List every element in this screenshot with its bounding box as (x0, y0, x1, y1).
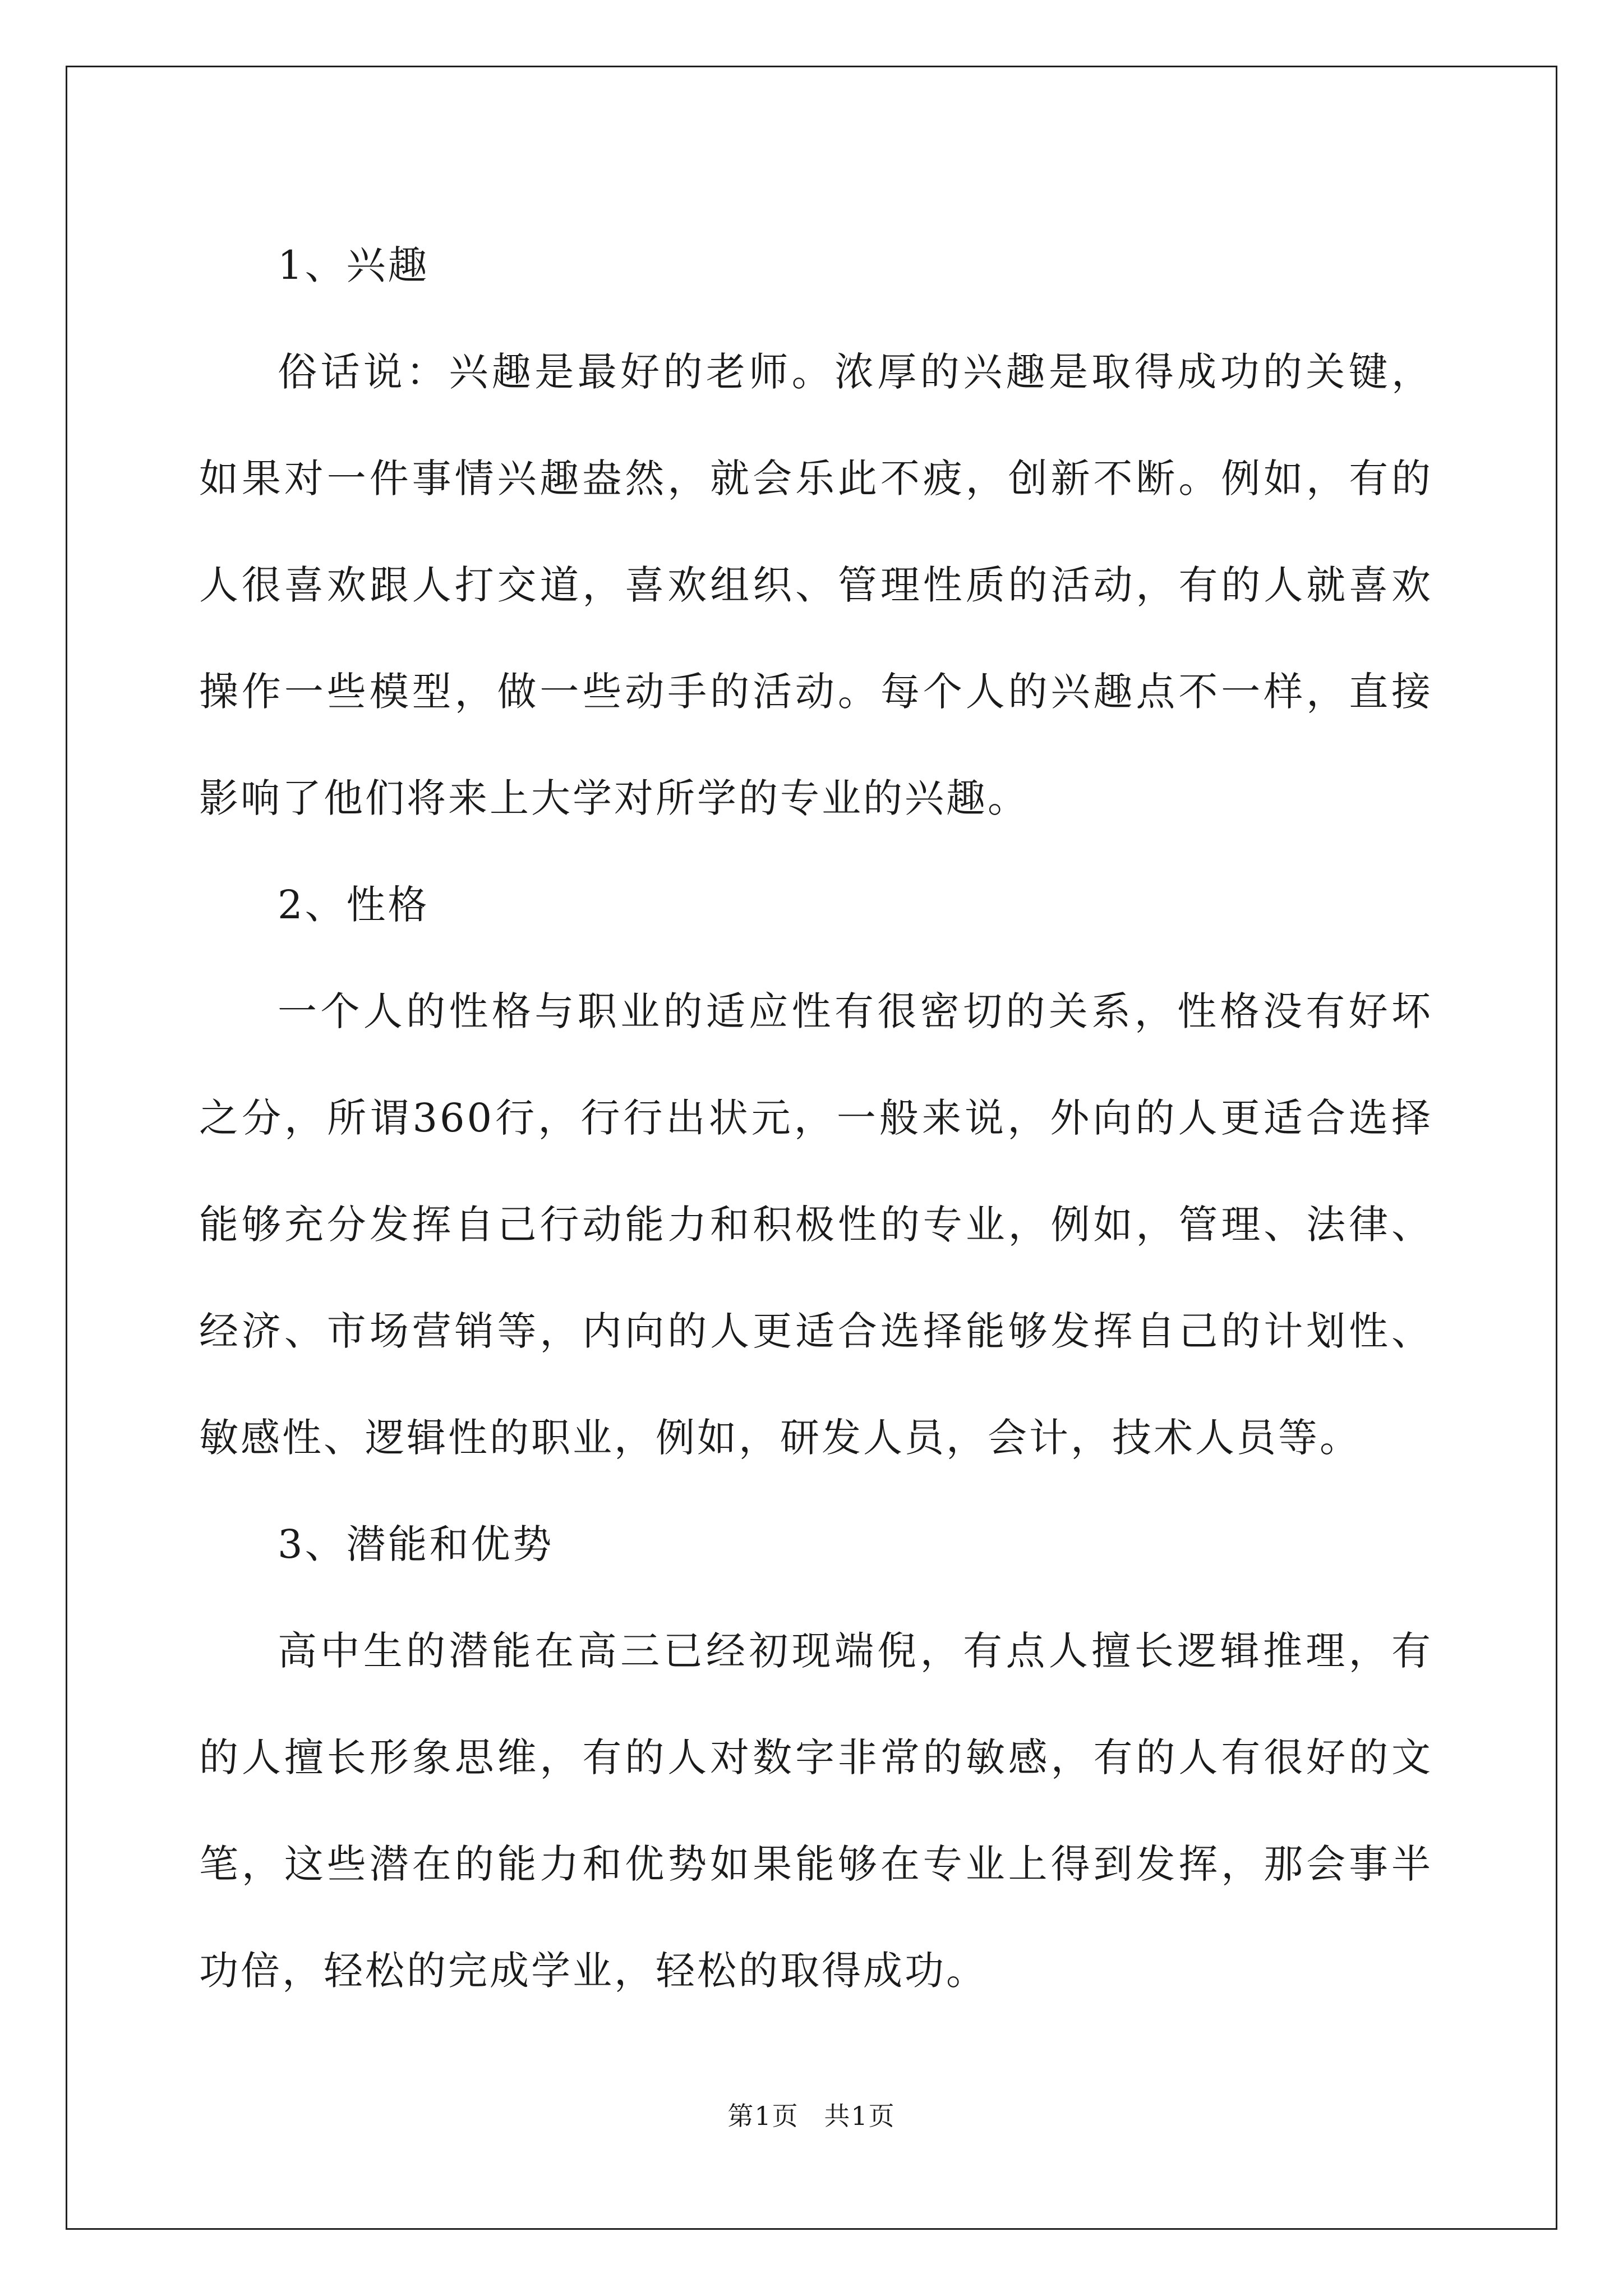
page-number-total: 共1页 (824, 2101, 896, 2131)
page-footer (0, 2099, 1623, 2133)
section-body-personality: 一个人的性格与职业的适应性有很密切的关系，性格没有好坏之分，所谓360行，行行出状元，一般来说，外向的人更适合选择能够充分发挥自己行动能力和积极性的专业，例如，管理、法律、经济、市场营销等，内向的人更适合选择能够发挥自己的计划性、敏感性、逻辑性的职业，例如，研发人员，会计，技术人员等。 (199, 988, 1433, 1461)
page-number-current: 第1页 (727, 2101, 799, 2131)
document-body (199, 212, 1433, 2024)
section-body-potential: 高中生的潜能在高三已经初现端倪，有点人擅长逻辑推理，有的人擅长形象思维，有的人对数字非常的敏感，有的人有很好的文笔，这些潜在的能力和优势如果能够在专业上得到发挥，那会事半功倍，轻松的完成学业，轻松的取得成功。 (199, 1628, 1433, 1994)
section-heading-potential: 3、潜能和优势 (278, 1521, 554, 1567)
section-body-interest: 俗话说：兴趣是最好的老师。浓厚的兴趣是取得成功的关键，如果对一件事情兴趣盎然，就会乐此不疲，创新不断。例如，有的人很喜欢跟人打交道，喜欢组织、管理性质的活动，有的人就喜欢操作一些模型，做一些动手的活动。每个人的兴趣点不一样，直接影响了他们将来上大学对所学的专业的兴趣。 (199, 349, 1433, 821)
section-heading-personality: 2、性格 (278, 882, 430, 928)
section-heading-interest: 1、兴趣 (278, 242, 430, 288)
